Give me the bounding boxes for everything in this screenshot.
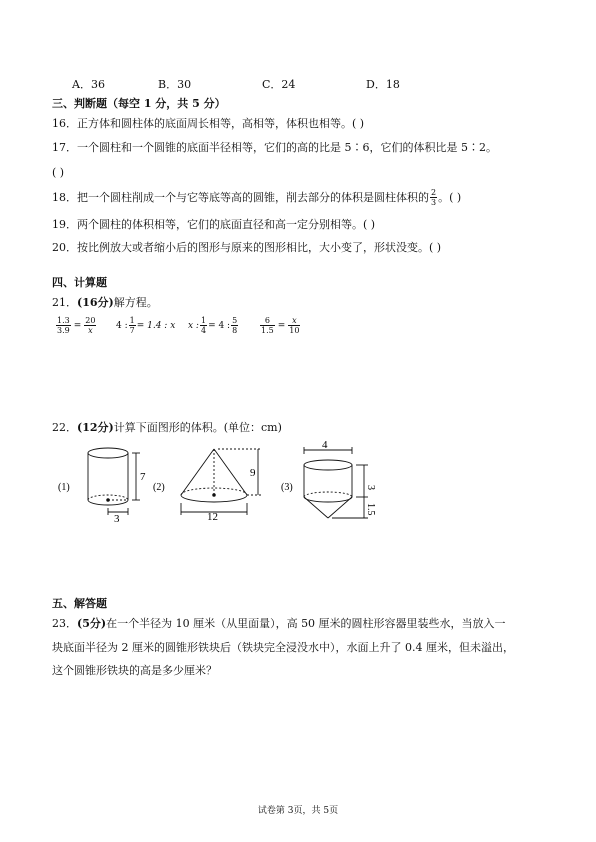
equation-2: 4 : $\frac{1}{7}$ = 1.4 : x	[116, 316, 176, 335]
fraction: $\frac{2}{3}$	[431, 188, 437, 207]
equation-4: $\frac{6}{1.5}$ = $\frac{x}{10}$	[261, 316, 300, 335]
question-19: 19．两个圆柱的体积相等，它们的底面直径和高一定分别相等。( )	[52, 218, 376, 231]
figure-1-radius: 3	[114, 513, 120, 525]
equation-1: $\frac{1.3}{3.9}$ = $\frac{20}{x}$	[57, 316, 96, 335]
page-footer: 试卷第 3页，共 5页	[257, 806, 339, 816]
question-20: 20．按比例放大或者缩小后的图形与原来的图形相比，大小变了，形状没变。( )	[52, 241, 442, 254]
choice-a: A．36	[72, 78, 105, 91]
question-17: 17．一个圆柱和一个圆锥的底面半径相等，它们的高的比是 5∶6，它们的体积比是 5∶2。	[52, 141, 497, 154]
section-title-calc: 四、计算题	[52, 276, 107, 289]
geometry-figures	[50, 440, 410, 525]
question-18-answer: 。( )	[438, 190, 462, 204]
cylinder-figure	[88, 448, 140, 515]
figure-3-cone-height: 1.5	[365, 503, 376, 516]
question-17-answer: ( )	[52, 166, 65, 179]
question-23-line-3: 这个圆锥形铁块的高是多少厘米？	[52, 664, 217, 677]
section-title-answer: 五、解答题	[52, 597, 107, 610]
figure-3-label: (3)	[281, 482, 293, 493]
choice-b: B．30	[158, 78, 192, 91]
question-22: 22．(12分)计算下面图形的体积。(单位：cm)	[52, 421, 282, 434]
choice-d: D．18	[366, 78, 400, 91]
cone-figure	[181, 449, 262, 515]
question-18	[52, 188, 461, 207]
question-16: 16．正方体和圆柱体的底面周长相等，高相等，体积也相等。( )	[52, 117, 365, 130]
question-23-line-1: 23．(5分)在一个半径为 10 厘米（从里面量），高 50 厘米的圆柱形容器里装些水，当放入一	[52, 617, 506, 630]
figure-3-top: 4	[322, 440, 328, 451]
figure-3-cylinder-height: 3	[365, 485, 376, 490]
question-18-text: 18．把一个圆柱削成一个与它等底等高的圆锥，削去部分的体积是圆柱体积的	[52, 190, 429, 204]
question-23-line-2: 块底面半径为 2 厘米的圆锥形铁块后（铁块完全浸没水中），水面上升了 0.4 厘米，但未溢出，	[52, 641, 514, 654]
figure-2-diameter: 12	[207, 511, 218, 523]
choice-c: C．24	[262, 78, 296, 91]
figure-2-label: (2)	[153, 482, 165, 493]
figure-2-height: 9	[250, 467, 256, 479]
section-title-judgement: 三、判断题（每空 1 分，共 5 分）	[52, 97, 226, 110]
figure-1-height: 7	[140, 471, 146, 483]
cylinder-cone-figure	[304, 447, 368, 518]
equation-3: x : $\frac{1}{4}$ = 4 : $\frac{5}{8}$	[188, 316, 238, 335]
figure-1-label: (1)	[58, 482, 70, 493]
question-21: 21．(16分)解方程。	[52, 296, 158, 309]
